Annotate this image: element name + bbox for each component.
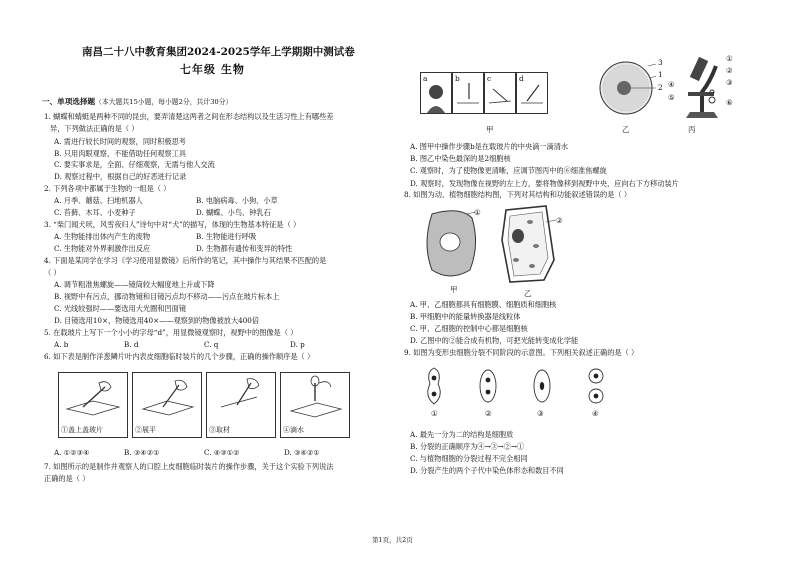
q1-option-b: B. 只用肉眼观察，不能借助任何观察工具 — [54, 149, 187, 158]
fig7-label-bing: 丙 — [688, 125, 696, 134]
q7-option-a: A. 图甲中操作步骤b是在载玻片的中央滴一滴清水 — [410, 142, 569, 151]
step-box-2 — [132, 372, 202, 438]
q9-option-a: A. 最先一分为二的结构是细胞质 — [410, 430, 514, 439]
cell-part-3: 3 — [658, 58, 663, 67]
step-label-3: ③取材 — [209, 426, 230, 434]
add-water-drawing — [281, 373, 349, 421]
section-title: 一、单项选择题 — [42, 97, 96, 106]
q2-stem: 2. 下列各项中都属于生物的一组是（ ） — [44, 184, 171, 193]
q1-stem-1: 1. 蝴蝶和蜻蜓是两种不同的昆虫，要弄清楚这两者之间在形态结构以及生活习性上有哪些差 — [44, 112, 334, 121]
cell-part-2: 2 — [658, 83, 663, 92]
flatten-drawing — [133, 373, 201, 421]
division-stage-1 — [424, 366, 444, 406]
fig8-label-yi: 乙 — [524, 289, 532, 298]
section-note: （本大题共15小题，每小题2分，共计30分） — [95, 98, 233, 106]
panel-c — [484, 72, 516, 114]
q6-option-c: C. ④③①② — [204, 448, 240, 457]
step-label-2: ②展平 — [135, 426, 156, 434]
q3-option-a: A. 生物能排出体内产生的废物 — [54, 232, 151, 241]
panel-b — [452, 72, 484, 114]
q6-option-a: A. ①②③④ — [54, 448, 90, 457]
q3-option-b: B. 生物能进行呼吸 — [196, 232, 257, 241]
fig8-label-jia: 甲 — [450, 285, 458, 294]
q8-option-c: C. 甲、乙细胞的控制中心都是细胞核 — [410, 324, 528, 333]
exam-subtitle: 七年级 生物 — [180, 63, 245, 76]
q1-option-a: A. 需进行较长时间的观察，同时积极思考 — [54, 137, 186, 146]
q8-option-a: A. 甲、乙细胞都具有细胞膜、细胞质和细胞核 — [410, 300, 557, 309]
division-stage-4 — [586, 366, 606, 406]
scope-part-5: ⑤ — [668, 93, 675, 102]
q1-option-c: C. 要实事求是，全面、仔细观察，无需与他人交流 — [54, 160, 215, 169]
q6-step-figures — [58, 372, 348, 438]
q8-stem: 8. 如图为动、植物细胞结构图，下列对其结构和功能叙述错误的是（ ） — [404, 190, 632, 199]
section-heading — [42, 96, 232, 107]
q6-option-b: B. ③④②① — [124, 448, 160, 457]
dropper-drawing — [453, 73, 483, 113]
q7-option-b: B. 图乙中染色最深的是2细胞核 — [410, 154, 511, 163]
q6-option-d: D. ③④②① — [284, 448, 320, 457]
q4-stem-1: 4. 下面是某同学在学习《学习使用显微镜》后所作的笔记，其中操作与其结果不匹配的是 — [44, 256, 327, 265]
q9-option-c: C. 与植物细胞的分裂过程不完全相同 — [410, 454, 528, 463]
q5-stem: 5. 在载玻片上写下一个小小的字母“d”，用显微镜观察时，视野中的图像是（ ） — [44, 328, 298, 337]
scope-part-1: ① — [726, 54, 733, 63]
step-label-1: ①盖上盖玻片 — [61, 426, 103, 434]
q7-option-c: C. 观察时，为了使物像更清晰，应调节图丙中的⑥细准焦螺旋 — [410, 166, 607, 175]
q7-fig-jia-panels — [420, 72, 548, 120]
step-box-4 — [280, 372, 350, 438]
cover-slip-drawing — [59, 373, 127, 421]
q8-option-b: B. 甲细胞中的能量转换器是线粒体 — [410, 312, 521, 321]
panel-label-b: b — [455, 74, 460, 83]
step-box-1 — [58, 372, 128, 438]
q3-option-d: D. 生物都有遗传和变异的特性 — [196, 244, 293, 253]
scope-part-2: ② — [726, 66, 733, 75]
panel-label-c: c — [487, 74, 492, 83]
q8-option-d: D. 乙图中的②能合成有机物，可把光能转变成化学能 — [410, 336, 579, 345]
q4-stem-2: （ ） — [44, 268, 61, 277]
q1-option-d: D. 观察过程中，根据自己的好恶进行记录 — [54, 172, 187, 181]
stage-label-4: ④ — [592, 409, 599, 418]
q2-option-b: B. 电脑病毒、小狗、小草 — [196, 196, 278, 205]
fig7-label-yi: 乙 — [622, 125, 630, 134]
plant-cell-diagram — [496, 200, 562, 286]
q2-option-c: C. 苔藓、木耳、小麦种子 — [54, 208, 136, 217]
q9-option-b: B. 分裂的正确顺序为④→③→②→① — [410, 442, 525, 451]
q4-option-a: A. 调节粗准焦螺旋——镜筒较大幅度地上升或下降 — [54, 280, 215, 289]
q3-option-c: C. 生物能对外界刺激作出反应 — [54, 244, 151, 253]
q1-stem-2: 异，下列做法正确的是（ ） — [50, 124, 139, 133]
exam-title: 南昌二十八中教育集团2024-2025学年上学期期中测试卷 — [82, 46, 355, 58]
cell-part-1: 1 — [658, 70, 663, 79]
stage-label-2: ② — [485, 409, 492, 418]
person-drawing — [421, 73, 451, 113]
step-box-3 — [206, 372, 276, 438]
q7-stem-1: 7. 如图所示的是制作并观察人的口腔上皮细胞临时装片的操作步骤，关于这个实验下列说法 — [44, 462, 334, 471]
q5-option-b: B. d — [124, 340, 139, 349]
q9-stem: 9. 如图为变形虫细胞分裂不同阶段的示意图。下列相关叙述正确的是（ ） — [404, 348, 639, 357]
panel-label-d: d — [519, 74, 524, 83]
plant-cell-part: ② — [556, 216, 563, 225]
q3-stem: 3. “柴门闻犬吠，风雪夜归人”诗句中对“犬”的描写，体现的生物基本特征是（ ） — [44, 220, 301, 229]
panel-d — [516, 72, 548, 114]
page-footer: 第1页，共2页 — [372, 536, 413, 544]
animal-cell-part: ① — [474, 208, 481, 217]
q5-option-a: A. b — [54, 340, 69, 349]
stage-label-1: ① — [431, 409, 438, 418]
take-sample-drawing — [207, 373, 275, 421]
q6-stem: 6. 如下表是制作洋葱鳞片叶内表皮细胞临时装片的几个步骤，正确的操作顺序是（ ） — [44, 352, 315, 361]
step-label-4: ④滴水 — [283, 426, 304, 434]
swab-drawing — [485, 73, 515, 113]
q2-option-d: D. 蝴蝶、小鸟、钟乳石 — [196, 208, 271, 217]
panel-label-a: a — [423, 74, 428, 83]
cover-drawing — [517, 73, 547, 113]
q5-option-d: D. p — [290, 340, 305, 349]
q2-option-a: A. 月季、蘑菇、扫地机器人 — [54, 196, 143, 205]
microscope-drawing — [672, 52, 732, 122]
q9-option-d: D. 分裂产生的两个子代中染色体形态和数目不同 — [410, 466, 564, 475]
division-stage-2 — [478, 368, 498, 404]
division-stage-3 — [532, 368, 552, 404]
scope-part-4: ④ — [668, 80, 675, 89]
q4-option-b: B. 视野中有污点，挪动物镜和目镜污点均不移动——污点在玻片标本上 — [54, 292, 280, 301]
q4-option-c: C. 光线较强时——要选用大光圈和凹面镜 — [54, 304, 187, 313]
q5-option-c: C. q — [204, 340, 219, 349]
scope-part-3: ③ — [726, 78, 733, 87]
q7-stem-2: 正确的是（ ） — [44, 474, 90, 483]
panel-a — [420, 72, 452, 114]
q4-option-d: D. 目镜选用10×，物镜选用40×——观察到的物像被放大400倍 — [54, 316, 260, 325]
q7-option-d: D. 观察时，发现物像在视野的左上方，要将物像移到视野中央，应向右下方移动装片 — [410, 179, 679, 188]
scope-part-6: ⑥ — [726, 98, 733, 107]
stage-label-3: ③ — [537, 409, 544, 418]
fig7-label-jia: 甲 — [486, 125, 494, 134]
